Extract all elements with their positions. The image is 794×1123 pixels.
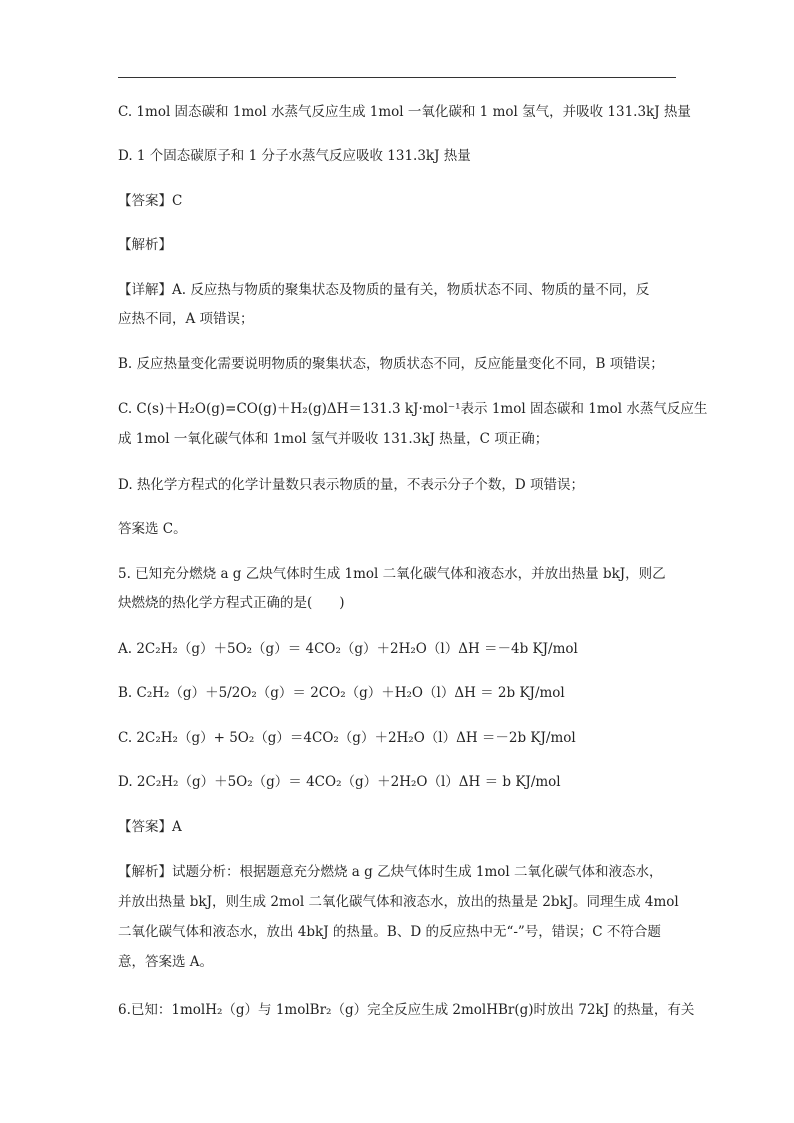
question-5-option-c: C. 2C₂H₂（g）+ 5O₂（g）＝4CO₂（g）＋2H₂O（l）ΔH ＝－2b KJ/mol — [118, 730, 576, 746]
option-d-text: D. 1 个固态碳原子和 1 分子水蒸气反应吸收 131.3kJ 热量 — [118, 148, 471, 164]
question-5-option-d: D. 2C₂H₂（g）＋5O₂（g）＝ 4CO₂（g）＋2H₂O（l）ΔH ＝ b KJ/mol — [118, 774, 561, 790]
question-5-option-a: A. 2C₂H₂（g）＋5O₂（g）＝ 4CO₂（g）＋2H₂O（l）ΔH ＝－4b KJ/mol — [118, 641, 578, 657]
question-5-line-2: 炔燃烧的热化学方程式正确的是( ) — [118, 595, 345, 611]
detail-d: D. 热化学方程式的化学计量数只表示物质的量，不表示分子个数，D 项错误； — [118, 477, 585, 493]
detail-b: B. 反应热量变化需要说明物质的聚集状态，物质状态不同，反应能量变化不同，B 项错误； — [118, 356, 664, 372]
detail-c-line-1: C. C(s)＋H₂O(g)=CO(g)＋H₂(g)ΔH＝131.3 kJ·mol⁻¹表示 1mol 固态碳和 1mol 水蒸气反应生 — [118, 401, 708, 417]
question-5-option-b: B. C₂H₂（g）＋5/2O₂（g）＝ 2CO₂（g）＋H₂O（l）ΔH ＝ 2b KJ/mol — [118, 685, 565, 701]
header-rule — [118, 77, 676, 78]
question-5-answer: 【答案】A — [118, 819, 182, 835]
detail-a-line-2: 应热不同，A 项错误； — [118, 311, 254, 327]
question-5-analysis-1: 【解析】试题分析：根据题意充分燃烧 a g 乙炔气体时生成 1mol 二氧化碳气体和液态水， — [118, 864, 663, 880]
question-5-line-1: 5. 已知充分燃烧 a g 乙炔气体时生成 1mol 二氧化碳气体和液态水，并放出热量 bkJ，则乙 — [118, 566, 666, 582]
option-c-text: C. 1mol 固态碳和 1mol 水蒸气反应生成 1mol 一氧化碳和 1 mol 氢气，并吸收 131.3kJ 热量 — [118, 104, 691, 120]
answer-select: 答案选 C。 — [118, 521, 187, 537]
question-5-analysis-2: 并放出热量 bkJ，则生成 2mol 二氧化碳气体和液态水，放出的热量是 2bkJ。同理生成 4mol — [118, 894, 679, 910]
question-5-analysis-3: 二氧化碳气体和液态水，放出 4bkJ 的热量。B、D 的反应热中无“-”号，错误；C 不符合题 — [118, 924, 661, 940]
question-6-line-1: 6.已知：1molH₂（g）与 1molBr₂（g）完全反应生成 2molHBr(g)时放出 72kJ 的热量，有关 — [118, 1002, 695, 1018]
detail-a-line-1: 【详解】A. 反应热与物质的聚集状态及物质的量有关，物质状态不同、物质的量不同，反 — [118, 282, 650, 298]
question-5-analysis-4: 意，答案选 A。 — [118, 954, 214, 970]
answer-label: 【答案】C — [118, 193, 183, 209]
analysis-label: 【解析】 — [118, 237, 172, 253]
detail-c-line-2: 成 1mol 一氧化碳气体和 1mol 氢气并吸收 131.3kJ 热量，C 项正确； — [118, 431, 549, 447]
